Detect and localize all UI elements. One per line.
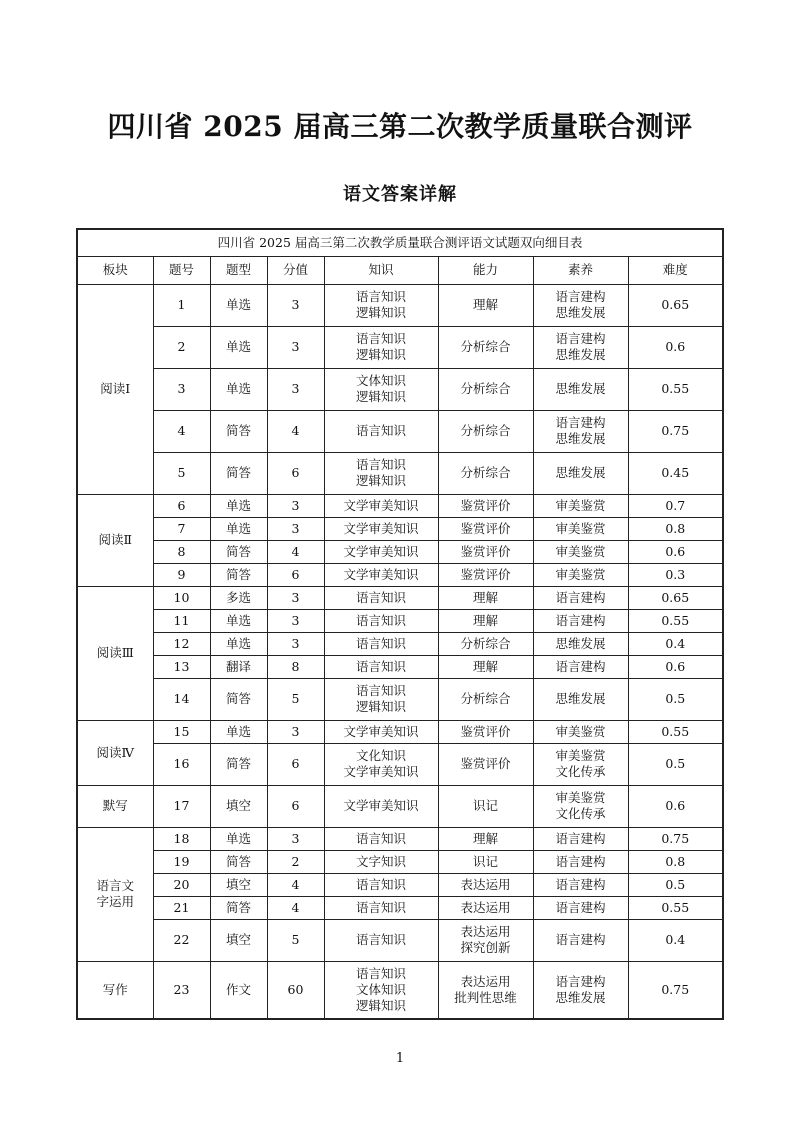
literacy-cell: 语言建构 思维发展 [533, 326, 628, 368]
literacy-cell: 思维发展 [533, 678, 628, 720]
knowledge-cell: 文体知识 逻辑知识 [324, 368, 438, 410]
question-type-cell: 单选 [210, 284, 267, 326]
ability-cell: 表达运用 [438, 896, 533, 919]
knowledge-cell: 语言知识 逻辑知识 [324, 452, 438, 494]
knowledge-cell: 语言知识 逻辑知识 [324, 326, 438, 368]
question-type-cell: 单选 [210, 326, 267, 368]
table-row [77, 896, 723, 919]
difficulty-cell: 0.75 [628, 961, 723, 1019]
knowledge-cell: 语言知识 [324, 609, 438, 632]
question-type-cell: 作文 [210, 961, 267, 1019]
table-row [77, 494, 723, 517]
literacy-cell: 语言建构 [533, 609, 628, 632]
question-number-cell: 10 [153, 586, 210, 609]
knowledge-cell: 语言知识 [324, 896, 438, 919]
difficulty-cell: 0.8 [628, 517, 723, 540]
table-caption: 四川省 2025 届高三第二次教学质量联合测评语文试题双向细目表 [77, 229, 723, 256]
knowledge-cell: 文化知识 文学审美知识 [324, 743, 438, 785]
question-type-cell: 简答 [210, 563, 267, 586]
difficulty-cell: 0.8 [628, 850, 723, 873]
question-number-cell: 20 [153, 873, 210, 896]
knowledge-cell: 文字知识 [324, 850, 438, 873]
literacy-cell: 思维发展 [533, 452, 628, 494]
difficulty-cell: 0.6 [628, 326, 723, 368]
knowledge-cell: 语言知识 [324, 919, 438, 961]
ability-cell: 分析综合 [438, 632, 533, 655]
knowledge-cell: 语言知识 [324, 827, 438, 850]
section-name: 阅读Ⅰ [77, 284, 153, 494]
difficulty-cell: 0.65 [628, 586, 723, 609]
question-number-cell: 18 [153, 827, 210, 850]
score-cell: 3 [267, 326, 324, 368]
question-number-cell: 16 [153, 743, 210, 785]
section-name: 语言文 字运用 [77, 827, 153, 961]
score-cell: 3 [267, 632, 324, 655]
difficulty-cell: 0.65 [628, 284, 723, 326]
literacy-cell: 审美鉴赏 [533, 517, 628, 540]
score-cell: 2 [267, 850, 324, 873]
table-row [77, 410, 723, 452]
knowledge-cell: 语言知识 文体知识 逻辑知识 [324, 961, 438, 1019]
ability-cell: 鉴赏评价 [438, 494, 533, 517]
difficulty-cell: 0.6 [628, 540, 723, 563]
question-type-cell: 填空 [210, 919, 267, 961]
score-cell: 6 [267, 452, 324, 494]
knowledge-cell: 文学审美知识 [324, 517, 438, 540]
score-cell: 3 [267, 827, 324, 850]
question-number-cell: 12 [153, 632, 210, 655]
score-cell: 6 [267, 743, 324, 785]
ability-cell: 分析综合 [438, 410, 533, 452]
question-type-cell: 单选 [210, 517, 267, 540]
literacy-cell: 审美鉴赏 [533, 540, 628, 563]
ability-cell: 分析综合 [438, 326, 533, 368]
question-number-cell: 2 [153, 326, 210, 368]
table-row [77, 678, 723, 720]
difficulty-cell: 0.55 [628, 609, 723, 632]
question-type-cell: 填空 [210, 873, 267, 896]
knowledge-cell: 文学审美知识 [324, 540, 438, 563]
score-cell: 3 [267, 720, 324, 743]
ability-cell: 表达运用 [438, 873, 533, 896]
ability-cell: 鉴赏评价 [438, 720, 533, 743]
table-row [77, 785, 723, 827]
knowledge-cell: 文学审美知识 [324, 785, 438, 827]
header-cell: 知识 [324, 256, 438, 284]
difficulty-cell: 0.6 [628, 655, 723, 678]
question-type-cell: 单选 [210, 720, 267, 743]
literacy-cell: 语言建构 [533, 850, 628, 873]
question-number-cell: 4 [153, 410, 210, 452]
section-name: 阅读Ⅱ [77, 494, 153, 586]
table-row [77, 517, 723, 540]
question-number-cell: 3 [153, 368, 210, 410]
ability-cell: 理解 [438, 655, 533, 678]
question-number-cell: 22 [153, 919, 210, 961]
score-cell: 60 [267, 961, 324, 1019]
question-number-cell: 6 [153, 494, 210, 517]
table-row [77, 540, 723, 563]
ability-cell: 识记 [438, 785, 533, 827]
score-cell: 3 [267, 586, 324, 609]
table-row [77, 743, 723, 785]
ability-cell: 表达运用 批判性思维 [438, 961, 533, 1019]
question-type-cell: 翻译 [210, 655, 267, 678]
ability-cell: 鉴赏评价 [438, 540, 533, 563]
difficulty-cell: 0.5 [628, 873, 723, 896]
header-cell: 素养 [533, 256, 628, 284]
score-cell: 4 [267, 410, 324, 452]
literacy-cell: 思维发展 [533, 368, 628, 410]
knowledge-cell: 语言知识 [324, 632, 438, 655]
literacy-cell: 语言建构 思维发展 [533, 961, 628, 1019]
question-type-cell: 简答 [210, 678, 267, 720]
difficulty-cell: 0.6 [628, 785, 723, 827]
ability-cell: 理解 [438, 284, 533, 326]
literacy-cell: 审美鉴赏 文化传承 [533, 743, 628, 785]
table-row [77, 586, 723, 609]
table-row [77, 609, 723, 632]
difficulty-cell: 0.4 [628, 919, 723, 961]
question-number-cell: 11 [153, 609, 210, 632]
question-type-cell: 简答 [210, 540, 267, 563]
section-name: 阅读Ⅲ [77, 586, 153, 720]
literacy-cell: 语言建构 思维发展 [533, 410, 628, 452]
ability-cell: 鉴赏评价 [438, 743, 533, 785]
difficulty-cell: 0.5 [628, 743, 723, 785]
score-cell: 3 [267, 368, 324, 410]
table-row [77, 720, 723, 743]
question-type-cell: 简答 [210, 452, 267, 494]
ability-cell: 理解 [438, 827, 533, 850]
difficulty-cell: 0.75 [628, 827, 723, 850]
question-type-cell: 单选 [210, 609, 267, 632]
section-name: 默写 [77, 785, 153, 827]
question-number-cell: 1 [153, 284, 210, 326]
table-header-row [77, 256, 723, 284]
question-type-cell: 简答 [210, 896, 267, 919]
ability-cell: 表达运用 探究创新 [438, 919, 533, 961]
literacy-cell: 语言建构 [533, 919, 628, 961]
score-cell: 3 [267, 494, 324, 517]
literacy-cell: 思维发展 [533, 632, 628, 655]
spec-table [76, 228, 724, 1020]
ability-cell: 鉴赏评价 [438, 517, 533, 540]
section-name: 阅读Ⅳ [77, 720, 153, 785]
table-row [77, 827, 723, 850]
literacy-cell: 语言建构 [533, 896, 628, 919]
ability-cell: 鉴赏评价 [438, 563, 533, 586]
table-row [77, 850, 723, 873]
score-cell: 5 [267, 919, 324, 961]
knowledge-cell: 语言知识 [324, 586, 438, 609]
ability-cell: 分析综合 [438, 678, 533, 720]
knowledge-cell: 语言知识 [324, 873, 438, 896]
literacy-cell: 语言建构 [533, 873, 628, 896]
ability-cell: 理解 [438, 586, 533, 609]
question-number-cell: 9 [153, 563, 210, 586]
section-name: 写作 [77, 961, 153, 1019]
question-type-cell: 多选 [210, 586, 267, 609]
question-type-cell: 填空 [210, 785, 267, 827]
question-type-cell: 简答 [210, 850, 267, 873]
page-subtitle: 语文答案详解 [343, 184, 457, 205]
table-row [77, 655, 723, 678]
score-cell: 3 [267, 609, 324, 632]
difficulty-cell: 0.55 [628, 368, 723, 410]
difficulty-cell: 0.55 [628, 720, 723, 743]
question-number-cell: 5 [153, 452, 210, 494]
literacy-cell: 审美鉴赏 文化传承 [533, 785, 628, 827]
question-type-cell: 单选 [210, 827, 267, 850]
score-cell: 8 [267, 655, 324, 678]
table-row [77, 284, 723, 326]
difficulty-cell: 0.75 [628, 410, 723, 452]
knowledge-cell: 文学审美知识 [324, 563, 438, 586]
page-title: 四川省 2025 届高三第二次教学质量联合测评 [107, 110, 693, 143]
literacy-cell: 语言建构 [533, 586, 628, 609]
question-type-cell: 简答 [210, 743, 267, 785]
table-row [77, 919, 723, 961]
literacy-cell: 审美鉴赏 [533, 720, 628, 743]
table-row [77, 452, 723, 494]
table-row [77, 368, 723, 410]
question-number-cell: 7 [153, 517, 210, 540]
score-cell: 4 [267, 873, 324, 896]
score-cell: 3 [267, 517, 324, 540]
knowledge-cell: 语言知识 [324, 410, 438, 452]
literacy-cell: 语言建构 思维发展 [533, 284, 628, 326]
question-number-cell: 19 [153, 850, 210, 873]
difficulty-cell: 0.7 [628, 494, 723, 517]
table-row [77, 326, 723, 368]
score-cell: 3 [267, 284, 324, 326]
ability-cell: 分析综合 [438, 452, 533, 494]
score-cell: 5 [267, 678, 324, 720]
ability-cell: 理解 [438, 609, 533, 632]
knowledge-cell: 语言知识 逻辑知识 [324, 284, 438, 326]
literacy-cell: 语言建构 [533, 655, 628, 678]
difficulty-cell: 0.4 [628, 632, 723, 655]
question-number-cell: 15 [153, 720, 210, 743]
knowledge-cell: 语言知识 逻辑知识 [324, 678, 438, 720]
question-type-cell: 单选 [210, 632, 267, 655]
question-number-cell: 8 [153, 540, 210, 563]
literacy-cell: 语言建构 [533, 827, 628, 850]
difficulty-cell: 0.5 [628, 678, 723, 720]
ability-cell: 分析综合 [438, 368, 533, 410]
question-type-cell: 单选 [210, 368, 267, 410]
difficulty-cell: 0.3 [628, 563, 723, 586]
literacy-cell: 审美鉴赏 [533, 563, 628, 586]
question-number-cell: 14 [153, 678, 210, 720]
question-type-cell: 单选 [210, 494, 267, 517]
difficulty-cell: 0.55 [628, 896, 723, 919]
header-cell: 题型 [210, 256, 267, 284]
literacy-cell: 审美鉴赏 [533, 494, 628, 517]
knowledge-cell: 文学审美知识 [324, 720, 438, 743]
table-row [77, 961, 723, 1019]
question-number-cell: 13 [153, 655, 210, 678]
header-cell: 板块 [77, 256, 153, 284]
score-cell: 4 [267, 540, 324, 563]
header-cell: 能力 [438, 256, 533, 284]
score-cell: 4 [267, 896, 324, 919]
question-number-cell: 21 [153, 896, 210, 919]
page-number: 1 [395, 1051, 405, 1066]
knowledge-cell: 文学审美知识 [324, 494, 438, 517]
score-cell: 6 [267, 785, 324, 827]
question-type-cell: 简答 [210, 410, 267, 452]
score-cell: 6 [267, 563, 324, 586]
question-number-cell: 17 [153, 785, 210, 827]
header-cell: 难度 [628, 256, 723, 284]
table-row [77, 563, 723, 586]
header-cell: 题号 [153, 256, 210, 284]
header-cell: 分值 [267, 256, 324, 284]
knowledge-cell: 语言知识 [324, 655, 438, 678]
question-number-cell: 23 [153, 961, 210, 1019]
table-row [77, 632, 723, 655]
difficulty-cell: 0.45 [628, 452, 723, 494]
table-row [77, 873, 723, 896]
ability-cell: 识记 [438, 850, 533, 873]
